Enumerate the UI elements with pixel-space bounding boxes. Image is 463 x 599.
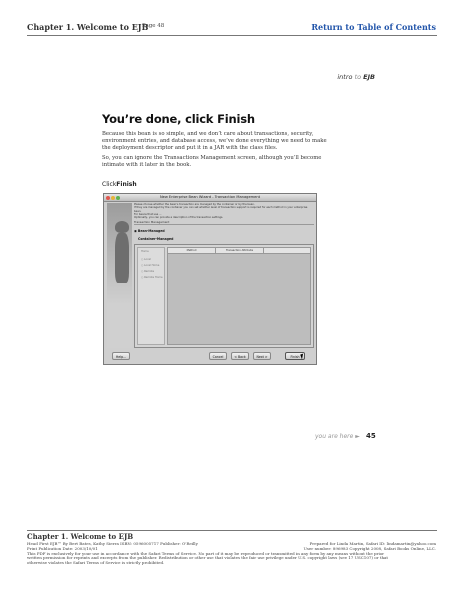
table-header-attribute: Transaction Attribute <box>225 249 254 252</box>
you-are-here-link[interactable]: you are here ► <box>315 433 360 440</box>
footer-notice <box>27 552 437 566</box>
section-title: You’re done, click Finish <box>102 112 255 126</box>
table-header-method: Method <box>186 249 197 252</box>
method-type-label: Local <box>144 258 151 261</box>
footer-prepared-for: Prepared for Linda Martin, Safari ID: lindamartin@yahoo.com <box>309 541 436 546</box>
wizard-titlebar <box>104 194 316 202</box>
wizard-description-line: Optionally, you can provide a description of the transaction settings. <box>134 216 224 220</box>
method-type-item[interactable]: ○ Local <box>141 258 151 261</box>
running-head <box>337 73 375 81</box>
bean-managed-radio[interactable]: ◉ Bean-Managed <box>134 229 165 233</box>
figure-head-icon <box>115 221 129 233</box>
method-type-item[interactable]: Home <box>141 250 149 253</box>
footer-notice-line: This PDF is exclusively for your use in accordance with the Safari Terms of Service. No part of it may be reproduced or transmitted in any form by any means without the prior <box>27 550 385 556</box>
return-to-toc-link[interactable]: Return to Table of Contents <box>311 22 436 32</box>
bean-managed-label: Bean-Managed <box>137 229 165 233</box>
header-chapter-title: Chapter 1. Welcome to EJB <box>27 22 149 32</box>
cancel-button[interactable]: Cancel <box>209 352 227 360</box>
footer-notice-line: written permission for reprints and excerpts from the publisher. Redistribution or other use that violates the fair use privilege under U.S. copyright laws (see 17 USC107) or that <box>27 555 389 561</box>
header-page-number: Page 48 <box>142 23 165 29</box>
method-type-item[interactable]: ○ Remote <box>141 270 155 273</box>
transaction-panel <box>134 244 314 348</box>
wizard-sidebar-image <box>107 203 132 348</box>
wizard-description-line: Please choose whether the bean's transaction are managed by the container or by the bean. <box>134 203 255 206</box>
finish-button[interactable]: Finish <box>285 352 305 360</box>
footer-user-number: User number: 896983 Copyright 2008, Safari Books Online, LLC. <box>303 545 436 551</box>
method-type-label: Local Home <box>144 264 160 267</box>
method-type-item[interactable]: ○ Remote Home <box>141 276 163 279</box>
method-attribute-table[interactable] <box>167 247 311 345</box>
instruction-label <box>102 181 137 188</box>
footer-publication-date: Print Publication Date: 2003/10/01 <box>27 545 98 551</box>
wizard-description-line: If they are managed by the container you can set whether level of transaction support is required for each method in your enterprise bean. <box>134 206 308 213</box>
next-button[interactable]: Next > <box>253 352 271 360</box>
wizard-description <box>134 203 312 219</box>
footer-book-info: Head First EJB™ By Bert Bates, Kathy Sierra ISBN: 0596005717 Publisher: O'Reilly <box>27 541 198 546</box>
body-paragraph: So, you can ignore the Transactions Management screen, although you’ll become intimate with it later in the book. <box>102 155 322 168</box>
instruction-prefix: Click <box>102 181 117 188</box>
column-divider <box>263 248 264 253</box>
container-managed-label: Container-Managed <box>138 237 174 241</box>
method-type-list <box>137 247 165 345</box>
figure-body-icon <box>115 233 129 283</box>
container-managed-radio[interactable] <box>138 237 173 241</box>
body-paragraph: Because this bean is so simple, and we don’t care about transactions, security, environment entries, and database access, we’ve done everything we need to make the deployment descriptor and put it in a JAR with the class files. <box>102 131 327 151</box>
footer-chapter-title: Chapter 1. Welcome to EJB <box>27 532 134 541</box>
back-button[interactable]: < Back <box>231 352 249 360</box>
instruction-bold: Finish <box>116 181 137 188</box>
method-type-label: Remote Home <box>144 276 163 279</box>
wizard-description-line: For beans that use ... <box>134 212 162 216</box>
help-button[interactable]: Help... <box>112 352 130 360</box>
transaction-management-label: Transaction Management <box>134 220 170 224</box>
page-number: 45 <box>366 432 376 440</box>
wizard-title: New Enterprise Bean Wizard - Transaction Management <box>159 195 261 199</box>
section-divider <box>134 224 314 225</box>
header-divider <box>27 35 437 36</box>
running-head-intro: intro <box>337 73 353 81</box>
method-type-label: Remote <box>144 270 155 273</box>
running-head-ejb: EJB <box>363 73 375 81</box>
method-type-item[interactable]: ○ Local Home <box>141 264 160 267</box>
footer-divider <box>27 530 437 531</box>
footer-notice-line: otherwise violates the Safari Terms of Service is strictly prohibited. <box>27 559 165 565</box>
wizard-screenshot <box>103 193 317 365</box>
running-head-to: to <box>354 73 362 81</box>
table-header-row <box>168 248 310 254</box>
